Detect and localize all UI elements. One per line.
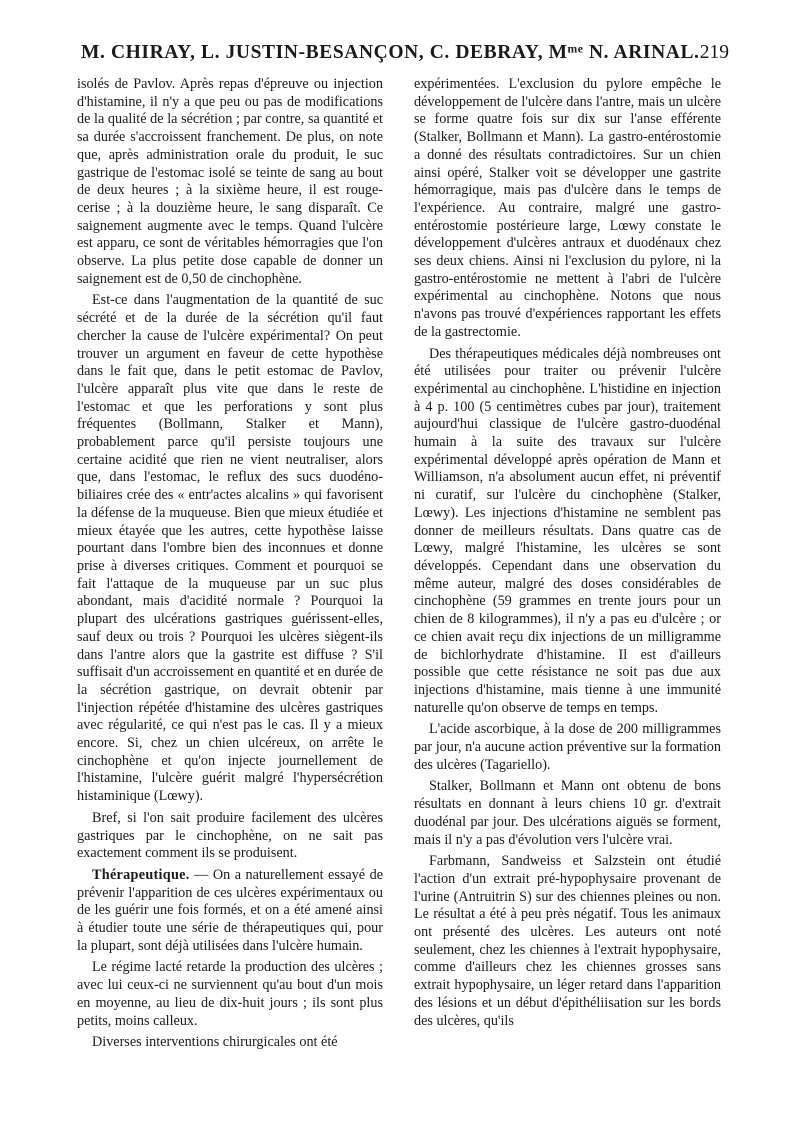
right-column [414,76,721,1034]
left-column [77,76,383,1056]
paragraph: Est-ce dans l'augmentation de la quantité de suc sécrété et de la durée de la sécrétion qu'il faut chercher la cause de l'ulcère expérimental? On peut trouver un argument en faveur de cette hypothèse dans le fait que, dans le petit estomac de Pavlov, l'ulcère apparaît plus vite que dans le reste de l'estomac et que les perforations y sont plus fréquentes (Bollmann, Stalker et Mann), probablement parce qu'il persiste toujours une certaine acidité que rien ne vient neutraliser, alors que, dans l'estomac, le reflux des sucs duodéno-biliaires crée des « entr'actes alcalins » qui favorisent la défense de la muqueuse. Bien que mieux étudiée et mieux étayée que les autres, cette hypothèse laisse pourtant dans l'ombre bien des inconnues et donne prise à diverses critiques. Comment et pourquoi se fait l'attaque de la muqueuse par un suc plus abondant, mais d'acidité normale ? Pourquoi la plupart des ulcérations gastriques guérissent-elles, sauf deux ou trois ? Pourquoi les ulcères siègent-ils dans l'antre alors que la gastrite est diffuse ? S'il suffisait d'un accroissement en quantité et en durée de la sécrétion gastrique, on devrait obtenir par l'injection répétée d'histamine des ulcères gastriques avec régularité, ce qui n'est pas le cas. Il y a mieux encore. Si, chez un chien ulcéreux, on arrête le cinchophène et qu'on injecte journellement de l'histamine, l'ulcère guérit malgré l'hypersécrétion histaminique (Lœwy). [77,292,383,805]
paragraph: Des thérapeutiques médicales déjà nombreuses ont été utilisées pour traiter ou prévenir l'ulcère expérimental au cinchophène. L'histidine en injection à 4 p. 100 (5 centimètres cubes par jour), traitement aujourd'hui classique de l'ulcère gastro-duodénal humain à la suite des travaux sur l'ulcère expérimental développé après opération de Mann et Williamson, n'a absolument aucun effet, ni préventif ni curatif, sur l'ulcère du cinchophène (Stalker, Lœwy). Les injections d'histamine ne semblent pas donner de meilleurs résultats. Dans quatre cas de Lœwy, malgré l'histamine, les ulcères se sont développés. Cependant dans une observation du même auteur, malgré des doses considérables de cinchophène (59 grammes en trente jours pour un chien de 8 kilogrammes), il n'y a pas eu d'ulcère ; or ce chien avait reçu dix injections de un milligramme de bichlorhydrate d'histamine. Il est d'ailleurs possible que cette résistance ne soit pas due aux injections d'histamine, mais tienne à une immunité naturelle qu'on observe de temps en temps. [414,345,721,716]
running-title: M. CHIRAY, L. JUSTIN-BESANÇON, C. DEBRAY, Mᵐᵉ N. ARINAL. [81,42,700,63]
paragraph: Stalker, Bollmann et Mann ont obtenu de bons résultats en donnant à leurs chiens 10 gr. d'extrait duodénal par jour. Des ulcérations aiguës se forment, mais il n'y a pas d'évolution vers l'ulcère vrai. [414,778,721,848]
paragraph: L'acide ascorbique, à la dose de 200 milligrammes par jour, n'a aucune action préventive sur la formation des ulcères (Tagariello). [414,721,721,773]
paragraph: Diverses interventions chirurgicales ont été [92,1034,338,1051]
page-number: 219 [699,42,729,63]
therapeutique-paragraph [77,867,383,956]
paragraph: Farbmann, Sandweiss et Salzstein ont étudié l'action d'un extrait pré-hypophysaire provenant de l'urine (Antruitrin S) sur des chiennes pleines ou non. Le résultat a été à peu près négatif. Tous les animaux ont présenté des ulcères. Les auteurs ont noté seulement, chez les chiennes à l'extrait hypophysaire, comme d'ailleurs chez les chiennes grosses sans extrait hypophysaire, un léger retard dans l'apparition des lésions et un début d'épithéliisation sur les bords des ulcères, qu'ils [414,853,721,1029]
section-heading: Thérapeutique. [92,866,190,883]
paragraph: expérimentées. L'exclusion du pylore empêche le développement de l'ulcère dans l'antre, mais un ulcère se forme quatre fois sur dix sur l'anse efférente (Stalker, Bollmann et Mann). La gastro-entérostomie a donné des résultats contradictoires. Sur un chien ainsi opéré, Stalker voit se développer une gastrite hémorragique, mais pas d'ulcère dans le temps de l'expérience. Au contraire, malgré une gastro-entérostomie postérieure large, Lœwy constate le développement d'ulcères antraux et duodénaux chez ses deux chiens. Ainsi ni l'exclusion du pylore, ni la gastro-entérostomie ne mettent à l'abri de l'ulcère expérimental au cinchophène. Notons que nous n'avons pas trouvé d'expériences rapportant les effets de la gastrectomie. [414,76,721,340]
paragraph: isolés de Pavlov. Après repas d'épreuve ou injection d'histamine, il n'y a que peu ou pas de modifications de la qualité de la sécrétion ; par contre, sa quantité et sa durée s'accroissent franchement. De plus, on note que, après administration orale du produit, le suc gastrique de l'estomac isolé se teinte de sang au bout de deux heures ; à la sixième heure, il est rouge-cerise ; à la douzième heure, le sang disparaît. Ce saignement augmente avec le temps. Quand l'ulcère est apparu, ce sont de véritables hémorragies que l'on observe. La plus petite dose capable de donner un saignement est de 0,50 de cinchophène. [77,76,383,287]
paragraph: Bref, si l'on sait produire facilement des ulcères gastriques par le cinchophène, on ne sait pas exactement comment ils se produisent. [77,809,383,862]
therapeutique-text: — On a naturellement essayé de prévenir l'apparition de ces ulcères expérimentaux ou de les guérir une fois formés, et on a été amené ainsi à étudier toute une série de thérapeutiques qui, pour la plupart, sont déjà utilisées dans l'ulcère humain. [77,866,383,954]
paragraph: Le régime lacté retarde la production des ulcères ; avec lui ceux-ci ne surviennent qu'au bout d'un mois en moyenne, au lieu de dix-huit jours ; ils sont plus petits, moins calleux. [77,959,383,1029]
page-header [81,42,729,72]
